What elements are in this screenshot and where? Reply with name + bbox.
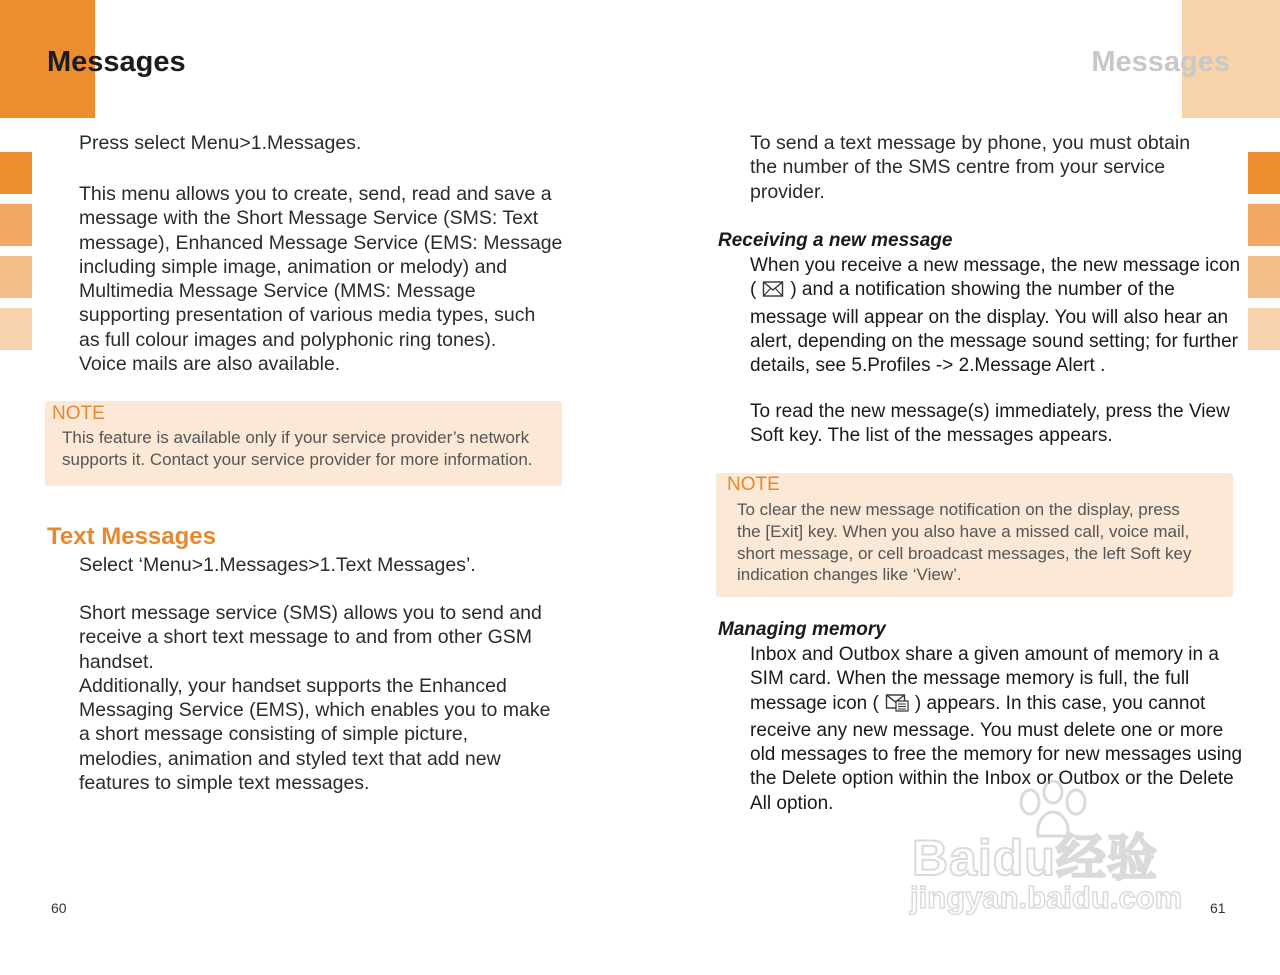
side-tab [1248,204,1280,246]
sms-paragraph [79,601,599,795]
note-text [62,427,557,471]
text-line: the Delete option within the Inbox or Outbox or the Delete [750,768,1234,790]
text-line: a short message consisting of simple picture, [79,723,469,746]
watermark-main-text: Baidu经验 [912,830,1158,886]
page-number: 60 [51,900,67,916]
intro-text [79,131,599,155]
intro-paragraph [750,131,1250,204]
text-fragment: ) appears. In this case, you cannot [914,692,1206,714]
text-line: Messaging Service (EMS), which enables you to make [79,699,551,722]
text-line: message), Enhanced Message Service (EMS: Message [79,231,563,254]
note-label: NOTE [52,403,105,424]
side-tab [0,204,32,246]
text-line: including simple image, animation or melody) and [79,255,508,278]
text-line: provider. [750,180,825,203]
side-tab [1248,308,1280,350]
note-line: To clear the new message notification on the display, press [737,500,1180,519]
description-paragraph [79,182,599,376]
note-line: the [Exit] key. When you also have a missed call, voice mail, [737,521,1190,541]
note-label: NOTE [727,474,780,495]
text-line: message with the Short Message Service (SMS: Text [79,207,539,230]
page-header-title: Messages [1091,46,1230,78]
note-box [45,401,562,486]
text-line: details, see 5.Profiles -> 2.Message Alert . [750,355,1106,377]
text-line: Inbox and Outbox share a given amount of memory in a [750,644,1219,665]
text-line-with-icon [750,692,1250,719]
note-box [716,473,1233,597]
text-line: the number of the SMS centre from your service [750,156,1166,179]
note-line: supports it. Contact your service provider for more information. [62,449,533,469]
watermark-url: jingyan.baidu.com [910,880,1183,915]
text-line: handset. [79,650,154,673]
text-line: old messages to free the memory for new messages using [750,744,1243,766]
text-line-with-icon [750,278,1250,305]
note-text [737,499,1229,586]
text-line: receive any new message. You must delete one or more [750,719,1224,741]
full-message-icon [885,692,909,719]
note-line: This feature is available only if your service provider’s network [62,428,530,447]
text-line: melodies, animation and styled text that add new [79,747,501,770]
side-tab [1248,152,1280,194]
side-tab [0,256,32,298]
receiving-heading: Receiving a new message [718,230,953,251]
select-instruction [79,553,599,577]
note-line: indication changes like ‘View’. [737,565,962,585]
side-tab [0,152,32,194]
read-paragraph [750,400,1250,449]
text-line: This menu allows you to create, send, read and save a [79,183,552,205]
side-tab [1248,256,1280,298]
text-line: Soft key. The list of the messages appears. [750,425,1113,447]
text-fragment: ( [750,279,757,301]
page-header-title: Messages [47,46,186,78]
text-line: receive a short text message to and from other GSM [79,626,533,649]
text-line: To read the new message(s) immediately, press the View [750,401,1230,422]
baidu-watermark [908,780,1208,930]
text-line: Voice mails are also available. [79,353,341,376]
receiving-paragraph [750,254,1250,378]
text-line: Additionally, your handset supports the Enhanced [79,674,507,697]
text-line: All option. [750,792,834,814]
intro-line: Press select Menu>1.Messages. [79,132,362,154]
section-title: Text Messages [47,523,216,550]
text-line: Multimedia Message Service (MMS: Message [79,280,476,303]
memory-heading: Managing memory [718,619,886,640]
page-number: 61 [1210,900,1226,916]
text-line: Short message service (SMS) allows you to send and [79,602,542,624]
envelope-icon [762,280,784,305]
text-line: as full colour images and polyphonic ring tones). [79,328,497,351]
side-tab [0,308,32,350]
text-line: SIM card. When the message memory is full, the full [750,668,1190,690]
text-line: To send a text message by phone, you must obtain [750,132,1191,154]
text-line: When you receive a new message, the new message icon [750,255,1241,276]
text-line: features to simple text messages. [79,772,370,795]
note-line: short message, or cell broadcast messages, the left Soft key [737,543,1192,563]
text-fragment: message icon ( [750,692,879,714]
text-fragment: ) and a notification showing the number of the [790,279,1175,301]
text-line: supporting presentation of various media types, such [79,304,536,327]
text-line: alert, depending on the message sound setting; for further [750,330,1238,352]
text-line: Select ‘Menu>1.Messages>1.Text Messages’. [79,554,476,576]
text-line: message will appear on the display. You will also hear an [750,306,1229,328]
